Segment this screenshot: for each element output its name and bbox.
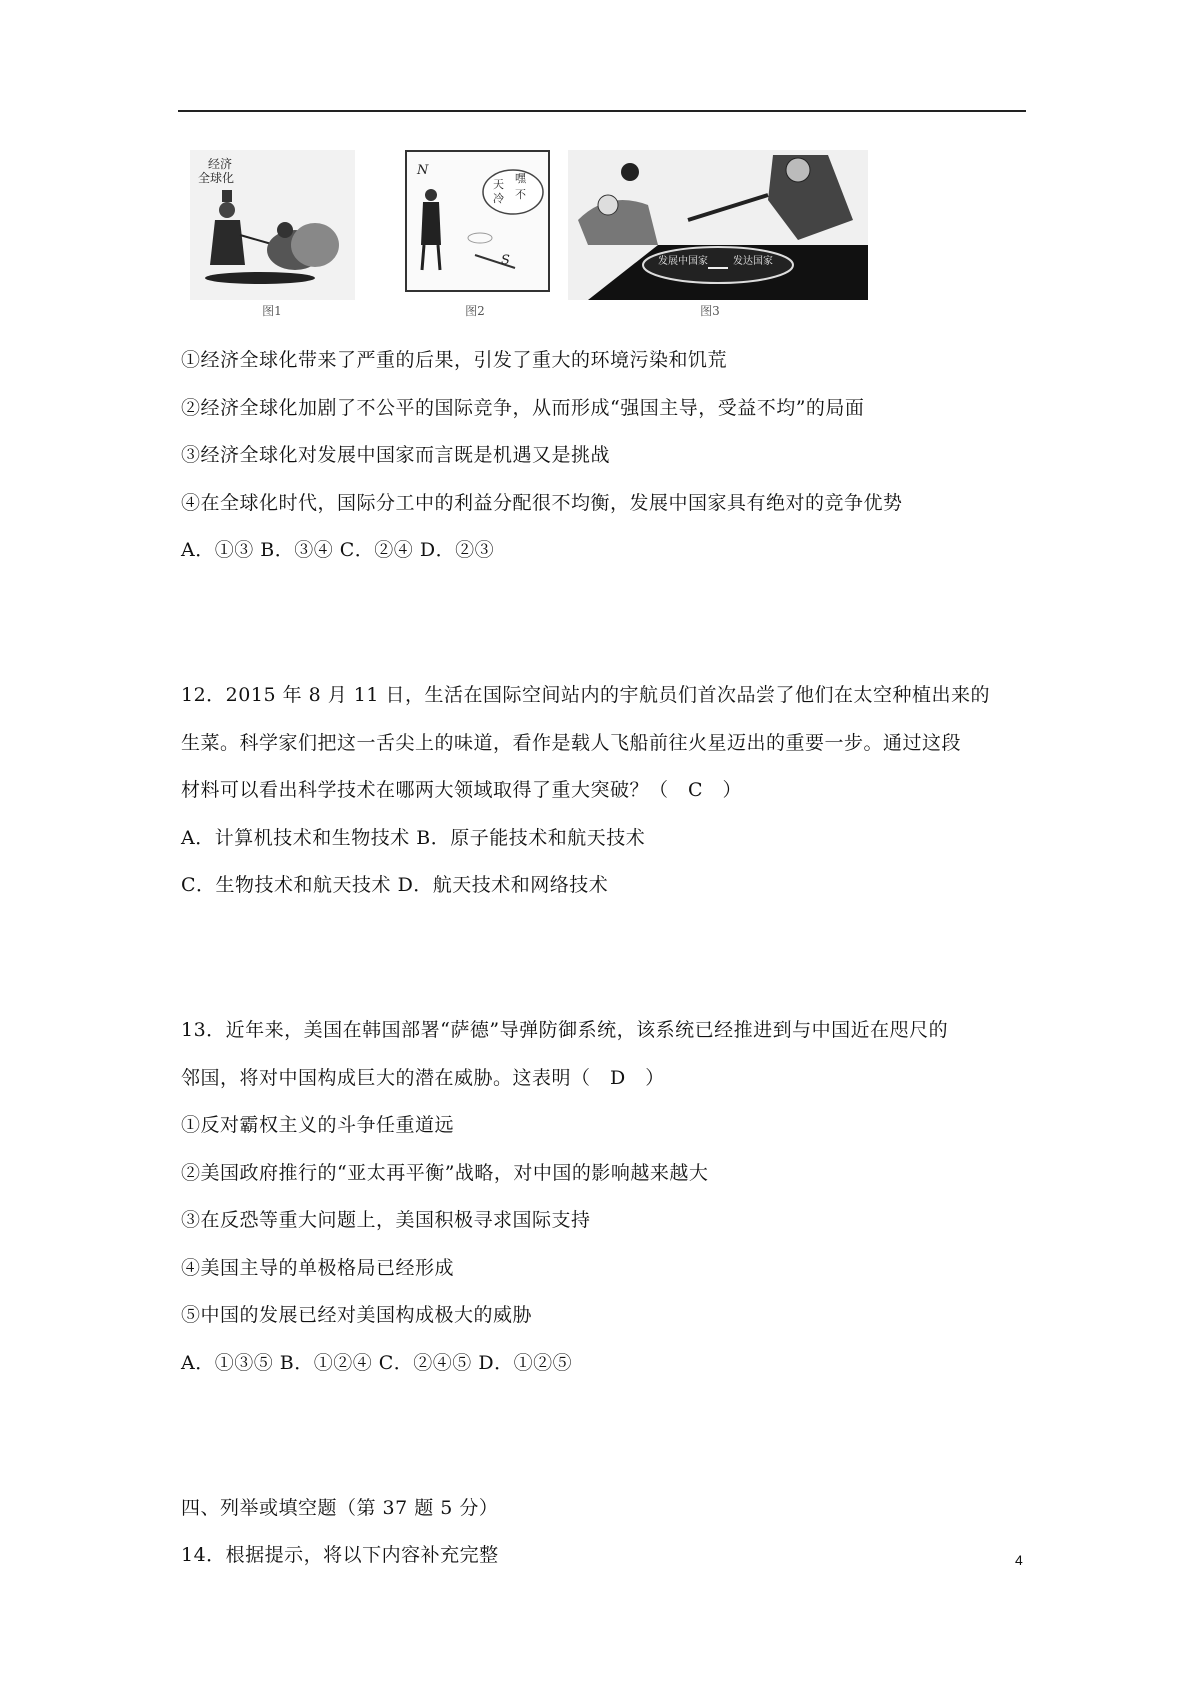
figure-strip bbox=[190, 150, 890, 325]
q11-option-1: ①经济全球化带来了严重的后果，引发了重大的环境污染和饥荒 bbox=[181, 349, 728, 371]
fig2-bubble-text-1: 天 bbox=[493, 178, 504, 191]
figure-1-caption: 图1 bbox=[262, 304, 282, 318]
header-rule bbox=[178, 110, 1026, 112]
cartoon-2-image bbox=[405, 150, 550, 292]
fig3-disc-left-label: 发展中国家 bbox=[658, 256, 708, 267]
figure-2-caption: 图2 bbox=[465, 304, 485, 318]
fig3-disc-right-label: 发达国家 bbox=[733, 256, 773, 267]
fig2-bubble-text-3: 嘿 bbox=[515, 172, 526, 185]
page-number: 4 bbox=[1015, 1552, 1023, 1568]
q13-option-1: ①反对霸权主义的斗争任重道远 bbox=[181, 1114, 455, 1136]
fig2-south-label: S bbox=[501, 253, 510, 268]
q12-stem-line-3: 材料可以看出科学技术在哪两大领域取得了重大突破？（ C ） bbox=[181, 779, 743, 801]
q11-option-3: ③经济全球化对发展中国家而言既是机遇又是挑战 bbox=[181, 444, 611, 466]
q12-choices-cd: C．生物技术和航天技术 D．航天技术和网络技术 bbox=[181, 874, 609, 896]
fig2-bubble-text-4: 不 bbox=[515, 188, 526, 201]
fig2-north-label: N bbox=[417, 163, 429, 178]
fig1-label-line1: 经济 bbox=[208, 157, 233, 171]
q11-option-2: ②经济全球化加剧了不公平的国际竞争，从而形成“强国主导，受益不均”的局面 bbox=[181, 397, 865, 419]
q13-stem-line-1: 13．近年来，美国在韩国部署“萨德”导弹防御系统，该系统已经推进到与中国近在咫尺的 bbox=[181, 1019, 949, 1041]
figure-3 bbox=[568, 150, 868, 318]
q13-choices: A．①③⑤ B．①②④ C．②④⑤ D．①②⑤ bbox=[181, 1352, 573, 1374]
cartoon-1-image bbox=[190, 150, 355, 300]
figure-3-caption: 图3 bbox=[700, 304, 720, 318]
section-4-heading: 四、列举或填空题（第 37 题 5 分） bbox=[181, 1497, 499, 1519]
q13-option-5: ⑤中国的发展已经对美国构成极大的威胁 bbox=[181, 1304, 533, 1326]
q12-stem-line-2: 生菜。科学家们把这一舌尖上的味道，看作是载人飞船前往火星迈出的重要一步。通过这段 bbox=[181, 732, 962, 754]
q13-option-3: ③在反恐等重大问题上，美国积极寻求国际支持 bbox=[181, 1209, 591, 1231]
q12-choices-ab: A．计算机技术和生物技术 B．原子能技术和航天技术 bbox=[181, 827, 646, 849]
q13-stem-line-2: 邻国，将对中国构成巨大的潜在威胁。这表明（ D ） bbox=[181, 1067, 665, 1089]
q13-option-2: ②美国政府推行的“亚太再平衡”战略，对中国的影响越来越大 bbox=[181, 1162, 709, 1184]
cartoon-3-image bbox=[568, 150, 868, 300]
q12-stem-line-1: 12．2015 年 8 月 11 日，生活在国际空间站内的宇航员们首次品尝了他们在太空种植出来的 bbox=[181, 684, 990, 706]
fig2-bubble-text-2: 冷 bbox=[493, 192, 504, 205]
q11-choices: A．①③ B．③④ C．②④ D．②③ bbox=[181, 539, 495, 561]
fig1-label-line2: 全球化 bbox=[198, 171, 235, 185]
q14-stem: 14．根据提示，将以下内容补充完整 bbox=[181, 1544, 499, 1566]
q11-option-4: ④在全球化时代，国际分工中的利益分配很不均衡，发展中国家具有绝对的竞争优势 bbox=[181, 492, 903, 514]
q13-option-4: ④美国主导的单极格局已经形成 bbox=[181, 1257, 455, 1279]
figure-1 bbox=[190, 150, 355, 318]
figure-2 bbox=[405, 150, 550, 318]
